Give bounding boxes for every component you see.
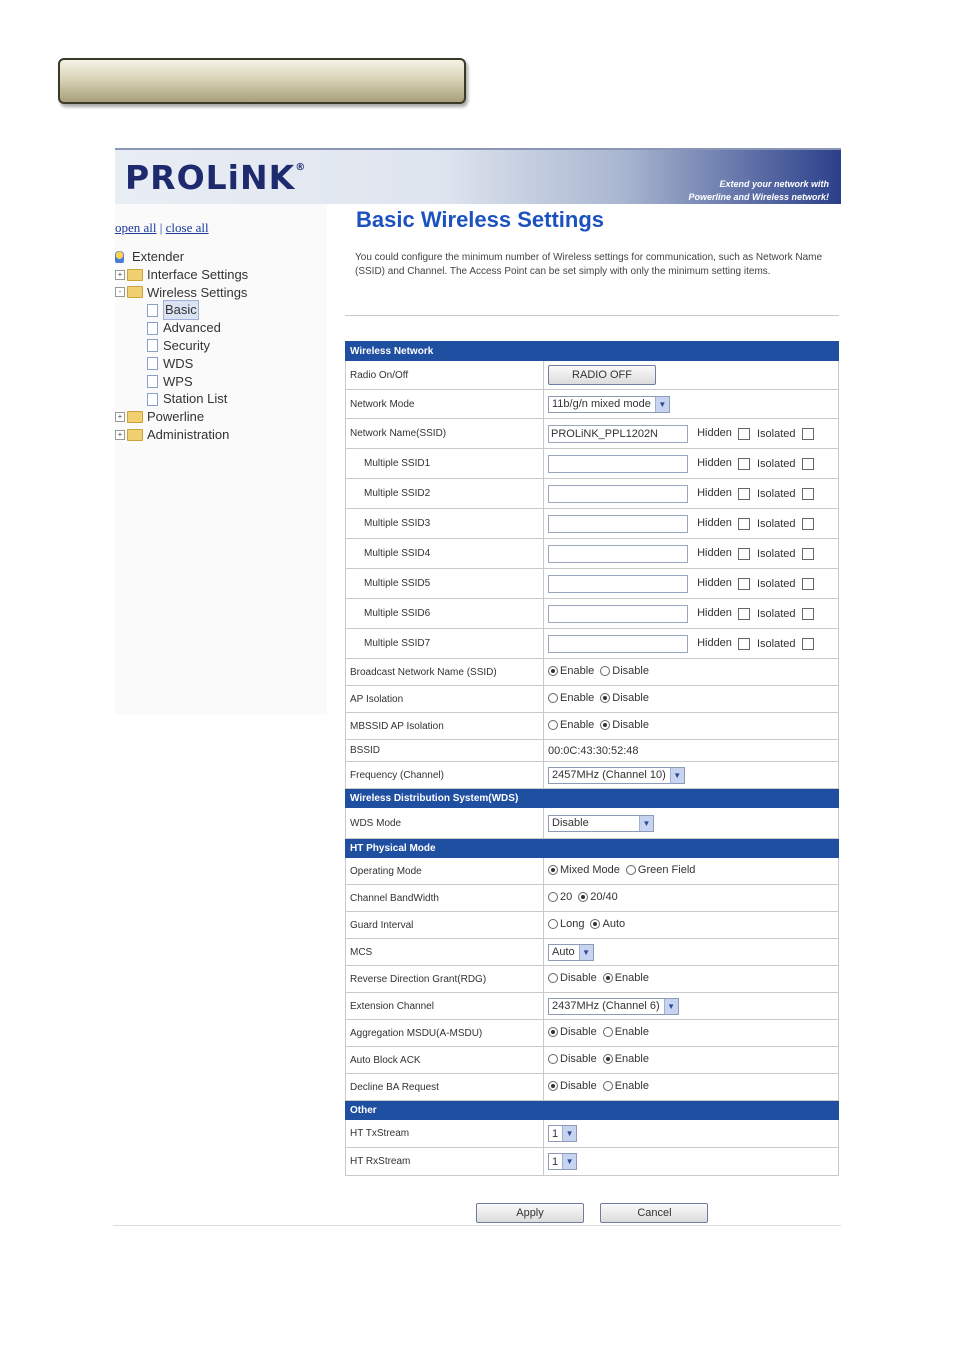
table-row: Network Name(SSID) PROLiNK_PPL1202N Hidden Isolated (346, 419, 839, 449)
row-label: Auto Block ACK (346, 1047, 544, 1074)
row-label: Frequency (Channel) (346, 762, 544, 789)
ap-isolation-enable-radio[interactable]: Enable (548, 692, 594, 704)
tree-interface-settings[interactable]: + Interface Settings (115, 266, 248, 284)
row-label: HT TxStream (346, 1120, 544, 1148)
rdg-disable-radio[interactable]: Disable (548, 972, 597, 984)
row-label: Decline BA Request (346, 1074, 544, 1101)
table-row (346, 808, 839, 839)
green-field-radio[interactable]: Green Field (626, 864, 695, 876)
table-row (346, 885, 839, 912)
extender-icon (115, 251, 124, 263)
page-icon (147, 357, 158, 370)
ba-enable-radio[interactable]: Enable (603, 1080, 649, 1092)
chevron-down-icon: ▼ (664, 999, 678, 1014)
isolated-checkbox[interactable] (802, 638, 814, 650)
row-label: Extension Channel (346, 993, 544, 1020)
page-icon (147, 304, 158, 317)
multiple-ssid6-input[interactable] (548, 605, 688, 623)
sidebar (115, 204, 327, 714)
page-icon (147, 393, 158, 406)
table-row (346, 1120, 839, 1148)
open-all-link[interactable]: open all (115, 220, 157, 235)
table-row (346, 1148, 839, 1176)
hidden-checkbox[interactable] (738, 458, 750, 470)
row-label: Network Name(SSID) (346, 419, 544, 449)
divider (345, 315, 839, 316)
amsdu-disable-radio[interactable]: Disable (548, 1026, 597, 1038)
isolated-checkbox[interactable] (802, 488, 814, 500)
table-row (346, 713, 839, 740)
ack-enable-radio[interactable]: Enable (603, 1053, 649, 1065)
tree-item-basic[interactable]: Basic (115, 301, 248, 319)
extension-channel-select[interactable]: 2437MHz (Channel 6) ▼ (548, 998, 679, 1015)
row-label: Multiple SSID7 (346, 629, 544, 659)
table-row (346, 1074, 839, 1101)
bw-20-radio[interactable]: 20 (548, 891, 572, 903)
chevron-down-icon: ▼ (670, 768, 684, 783)
folder-open-icon (127, 286, 143, 298)
page-description: You could configure the minimum number of Wireless settings for communication, such as Network Name (SSID) and Channel. The Access Point can be set simply with only the minimum setting items. (355, 252, 823, 277)
mbssid-enable-radio[interactable]: Enable (548, 719, 594, 731)
hidden-checkbox[interactable] (738, 578, 750, 590)
chevron-down-icon: ▼ (639, 816, 653, 831)
folder-icon (127, 411, 143, 423)
row-label: WDS Mode (346, 808, 544, 839)
isolated-checkbox[interactable] (802, 578, 814, 590)
row-label: Aggregation MSDU(A-MSDU) (346, 1020, 544, 1047)
multiple-ssid2-input[interactable] (548, 485, 688, 503)
row-label: Operating Mode (346, 858, 544, 885)
section-header: Wireless Network (346, 342, 839, 361)
table-row: Multiple SSID3 Hidden Isolated (346, 509, 839, 539)
row-label: Multiple SSID2 (346, 479, 544, 509)
divider (113, 1225, 841, 1226)
row-label: Radio On/Off (346, 361, 544, 390)
nav-tree (115, 248, 248, 444)
table-row (346, 1020, 839, 1047)
table-row: Multiple SSID1 Hidden Isolated (346, 449, 839, 479)
chevron-down-icon: ▼ (655, 397, 669, 412)
section-header: HT Physical Mode (346, 839, 839, 858)
mixed-mode-radio[interactable]: Mixed Mode (548, 864, 620, 876)
row-label: Multiple SSID5 (346, 569, 544, 599)
row-label: Channel BandWidth (346, 885, 544, 912)
multiple-ssid1-input[interactable] (548, 455, 688, 473)
folder-icon (127, 429, 143, 441)
page-icon (147, 375, 158, 388)
row-label: Multiple SSID6 (346, 599, 544, 629)
table-row (346, 966, 839, 993)
network-mode-select[interactable]: 11b/g/n mixed mode ▼ (548, 396, 670, 413)
isolated-checkbox[interactable] (802, 548, 814, 560)
tree-controls: open all | close all (115, 220, 209, 235)
hidden-checkbox[interactable] (738, 428, 750, 440)
wds-mode-select[interactable]: Disable ▼ (548, 815, 654, 832)
table-row: Multiple SSID5 Hidden Isolated (346, 569, 839, 599)
ack-disable-radio[interactable]: Disable (548, 1053, 597, 1065)
tree-administration[interactable]: + Administration (115, 426, 248, 444)
row-label: Reverse Direction Grant(RDG) (346, 966, 544, 993)
tree-item-advanced[interactable]: Advanced (115, 319, 248, 337)
form-actions (476, 1203, 708, 1223)
tagline: Extend your network with Powerline and Wireless network! (688, 179, 829, 202)
expand-icon[interactable]: + (115, 430, 125, 440)
tree-item-station-list[interactable]: Station List (115, 390, 248, 408)
multiple-ssid3-input[interactable] (548, 515, 688, 533)
mcs-select[interactable]: Auto ▼ (548, 944, 594, 961)
table-row: Multiple SSID7 Hidden Isolated (346, 629, 839, 659)
multiple-ssid7-input[interactable] (548, 635, 688, 653)
table-row: Multiple SSID4 Hidden Isolated (346, 539, 839, 569)
row-label: Network Mode (346, 390, 544, 419)
table-row (346, 939, 839, 966)
row-label: AP Isolation (346, 686, 544, 713)
table-row (346, 390, 839, 419)
row-label: BSSID (346, 740, 544, 762)
ba-disable-radio[interactable]: Disable (548, 1080, 597, 1092)
table-row (346, 361, 839, 390)
cancel-button[interactable]: Cancel (600, 1203, 708, 1223)
table-row (346, 1047, 839, 1074)
folder-icon (127, 269, 143, 281)
isolated-checkbox[interactable] (802, 518, 814, 530)
hidden-checkbox[interactable] (738, 608, 750, 620)
prolink-logo: PROLiNK® (125, 158, 307, 197)
bw-2040-radio[interactable]: 20/40 (578, 891, 618, 903)
table-row (346, 686, 839, 713)
section-header: Wireless Distribution System(WDS) (346, 789, 839, 808)
table-row (346, 912, 839, 939)
hidden-checkbox[interactable] (738, 638, 750, 650)
row-label: Guard Interval (346, 912, 544, 939)
hidden-checkbox[interactable] (738, 548, 750, 560)
table-row (346, 858, 839, 885)
gi-auto-radio[interactable]: Auto (590, 918, 625, 930)
gi-long-radio[interactable]: Long (548, 918, 584, 930)
hidden-checkbox[interactable] (738, 518, 750, 530)
mbssid-disable-radio[interactable]: Disable (600, 719, 649, 731)
isolated-checkbox[interactable] (802, 458, 814, 470)
multiple-ssid4-input[interactable] (548, 545, 688, 563)
hidden-checkbox[interactable] (738, 488, 750, 500)
table-row: Multiple SSID2 Hidden Isolated (346, 479, 839, 509)
ap-isolation-disable-radio[interactable]: Disable (600, 692, 649, 704)
row-label: Multiple SSID4 (346, 539, 544, 569)
row-label: MBSSID AP Isolation (346, 713, 544, 740)
expand-icon[interactable]: + (115, 270, 125, 280)
tree-powerline[interactable]: + Powerline (115, 408, 248, 426)
chevron-down-icon: ▼ (579, 945, 593, 960)
page-icon (147, 339, 158, 352)
isolated-checkbox[interactable] (802, 428, 814, 440)
row-label: Multiple SSID3 (346, 509, 544, 539)
page-title: Basic Wireless Settings (356, 207, 605, 232)
row-label: HT RxStream (346, 1148, 544, 1176)
chevron-down-icon: ▼ (562, 1126, 576, 1141)
section-header: Other (346, 1101, 839, 1120)
table-row (346, 659, 839, 686)
expand-icon[interactable]: + (115, 412, 125, 422)
tree-wireless-settings[interactable]: - Wireless Settings (115, 284, 248, 302)
broadcast-enable-radio[interactable]: Enable (548, 665, 594, 677)
apply-button[interactable]: Apply (476, 1203, 584, 1223)
collapse-icon[interactable]: - (115, 287, 125, 297)
page-icon (147, 322, 158, 335)
tree-item-wds[interactable]: WDS (115, 355, 248, 373)
bssid-value: 00:0C:43:30:52:48 (544, 740, 839, 762)
table-row (346, 993, 839, 1020)
rx-stream-select[interactable]: 1 ▼ (548, 1153, 577, 1170)
frequency-select[interactable]: 2457MHz (Channel 10) ▼ (548, 767, 685, 784)
row-label: MCS (346, 939, 544, 966)
broadcast-disable-radio[interactable]: Disable (600, 665, 649, 677)
row-label: Broadcast Network Name (SSID) (346, 659, 544, 686)
tx-stream-select[interactable]: 1 ▼ (548, 1125, 577, 1142)
ssid-input[interactable]: PROLiNK_PPL1202N (548, 425, 688, 443)
tree-item-security[interactable]: Security (115, 337, 248, 355)
settings-table (345, 341, 839, 1176)
isolated-checkbox[interactable] (802, 608, 814, 620)
header-decoration-box (58, 58, 466, 104)
table-row (346, 762, 839, 789)
tree-item-wps[interactable]: WPS (115, 373, 248, 391)
close-all-link[interactable]: close all (165, 220, 209, 235)
chevron-down-icon: ▼ (562, 1154, 576, 1169)
row-label: Multiple SSID1 (346, 449, 544, 479)
radio-off-button[interactable]: RADIO OFF (548, 365, 656, 385)
table-row (346, 740, 839, 762)
table-row: Multiple SSID6 Hidden Isolated (346, 599, 839, 629)
multiple-ssid5-input[interactable] (548, 575, 688, 593)
brand-banner (115, 148, 841, 204)
tree-root[interactable]: Extender (115, 248, 248, 266)
amsdu-enable-radio[interactable]: Enable (603, 1026, 649, 1038)
rdg-enable-radio[interactable]: Enable (603, 972, 649, 984)
